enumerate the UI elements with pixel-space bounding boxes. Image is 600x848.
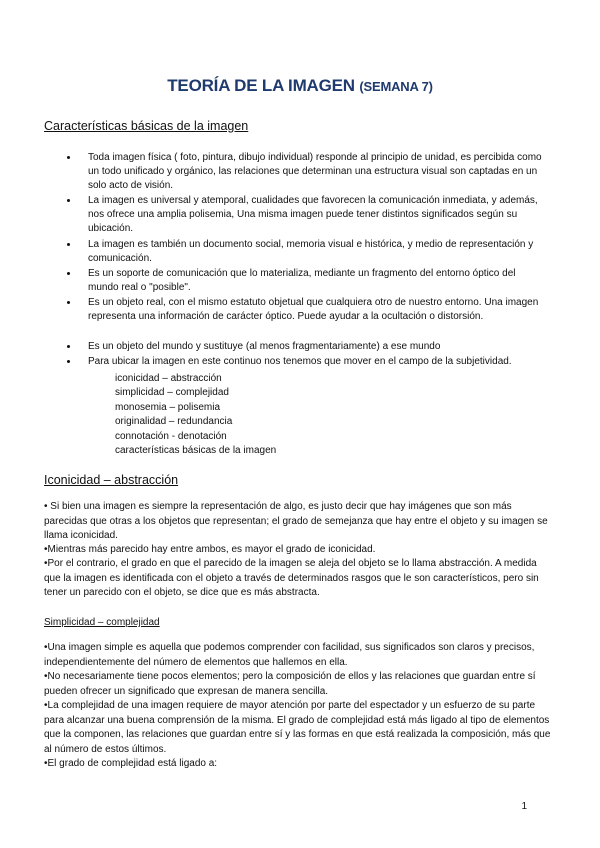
bullet-dot [67, 243, 70, 246]
page-title [0, 76, 600, 96]
paragraph: •El grado de complejidad está ligado a: [44, 758, 218, 769]
pair-item: simplicidad – complejidad [115, 387, 229, 399]
pair-item: monosemia – polisemia [115, 401, 221, 413]
list-item: La imagen es también un documento social, memoria visual e histórica, y medio de representación y comunicación. [67, 238, 547, 266]
pair-item: originalidad – redundancia [115, 416, 233, 428]
paragraph: •La complejidad de una imagen requiere de mayor atención por parte del espectador y un esfuerzo de su parte para alcanzar una buena comprensión de la misma. El grado de complejidad está más ligado al tipo de elementos que la componen, las relaciones que guardan entre sí y las formas en que está realizada la composición, más que al número de estos últimos. [44, 700, 551, 755]
pair-item: connotación - denotación [115, 430, 227, 442]
paragraph: • Si bien una imagen es siempre la representación de algo, es justo decir que hay imágenes que son más parecidas que otras a los objetos que representan; el grado de semejanza que hay entre el objeto y su imagen se llama iconicidad. [44, 501, 548, 541]
title-sub: (SEMANA 7) [359, 79, 433, 94]
bullet-dot [67, 301, 70, 304]
list-item: Es un objeto real, con el mismo estatuto objetual que cualquiera otro de nuestro entorno. Una imagen representa una información de carácter óptico. Puede ayudar a la ocultación o distorsión. [67, 296, 547, 324]
page-number: 1 [521, 801, 527, 812]
pairs-list [115, 372, 276, 458]
bullet-dot [67, 156, 70, 159]
list-item: Para ubicar la imagen en este continuo nos tenemos que mover en el campo de la subjetividad. [67, 355, 567, 369]
bullet-dot [67, 272, 70, 275]
paragraph: •Una imagen simple es aquella que podemos comprender con facilidad, sus significados son claros y precisos, independientemente del número de elementos que hallemos en ella. [44, 642, 535, 668]
bullet-dot [67, 360, 70, 363]
paragraph: •Mientras más parecido hay entre ambos, es mayor el grado de iconicidad. [44, 544, 376, 555]
section-heading-iconicidad: Iconicidad – abstracción [44, 473, 179, 487]
list-item: Es un soporte de comunicación que lo materializa, mediante un fragmento del entorno óptico del mundo real o "posible". [67, 267, 547, 295]
list-item: Es un objeto del mundo y sustituye (al menos fragmentariamente) a ese mundo [67, 340, 547, 354]
paragraph: •Por el contrario, el grado en que el parecido de la imagen se aleja del objeto se lo llama abstracción. A medida que la imagen es identificada con el objeto a través de determinados rasgos que le son característicos, pero sin tener un parecido con el objeto, se dice que es más abstracta. [44, 558, 539, 598]
pair-item: iconicidad – abstracción [115, 373, 222, 384]
section-heading-simplicidad: Simplicidad – complejidad [44, 617, 160, 628]
paragraph: •No necesariamente tiene pocos elementos; pero la composición de ellos y las relaciones que guardan entre sí pueden ofrecer un significado que expresan de manera sencilla. [44, 671, 536, 697]
title-main: TEORÍA DE LA IMAGEN [167, 76, 355, 95]
list-item: La imagen es universal y atemporal, cualidades que favorecen la comunicación inmediata, y además, nos ofrece una amplia polisemia, Una misma imagen puede tener distintos significados según su ubicación. [67, 194, 547, 236]
bullet-dot [67, 345, 70, 348]
section-heading-caracteristicas: Características básicas de la imagen [44, 119, 249, 133]
bullet-dot [67, 199, 70, 202]
pair-item: características básicas de la imagen [115, 445, 277, 457]
list-item: Toda imagen física ( foto, pintura, dibujo individual) responde al principio de unidad, es percibida como un todo unificado y orgánico, las relaciones que determinan una estructura visual son captadas en un solo acto de visión. [67, 151, 547, 193]
